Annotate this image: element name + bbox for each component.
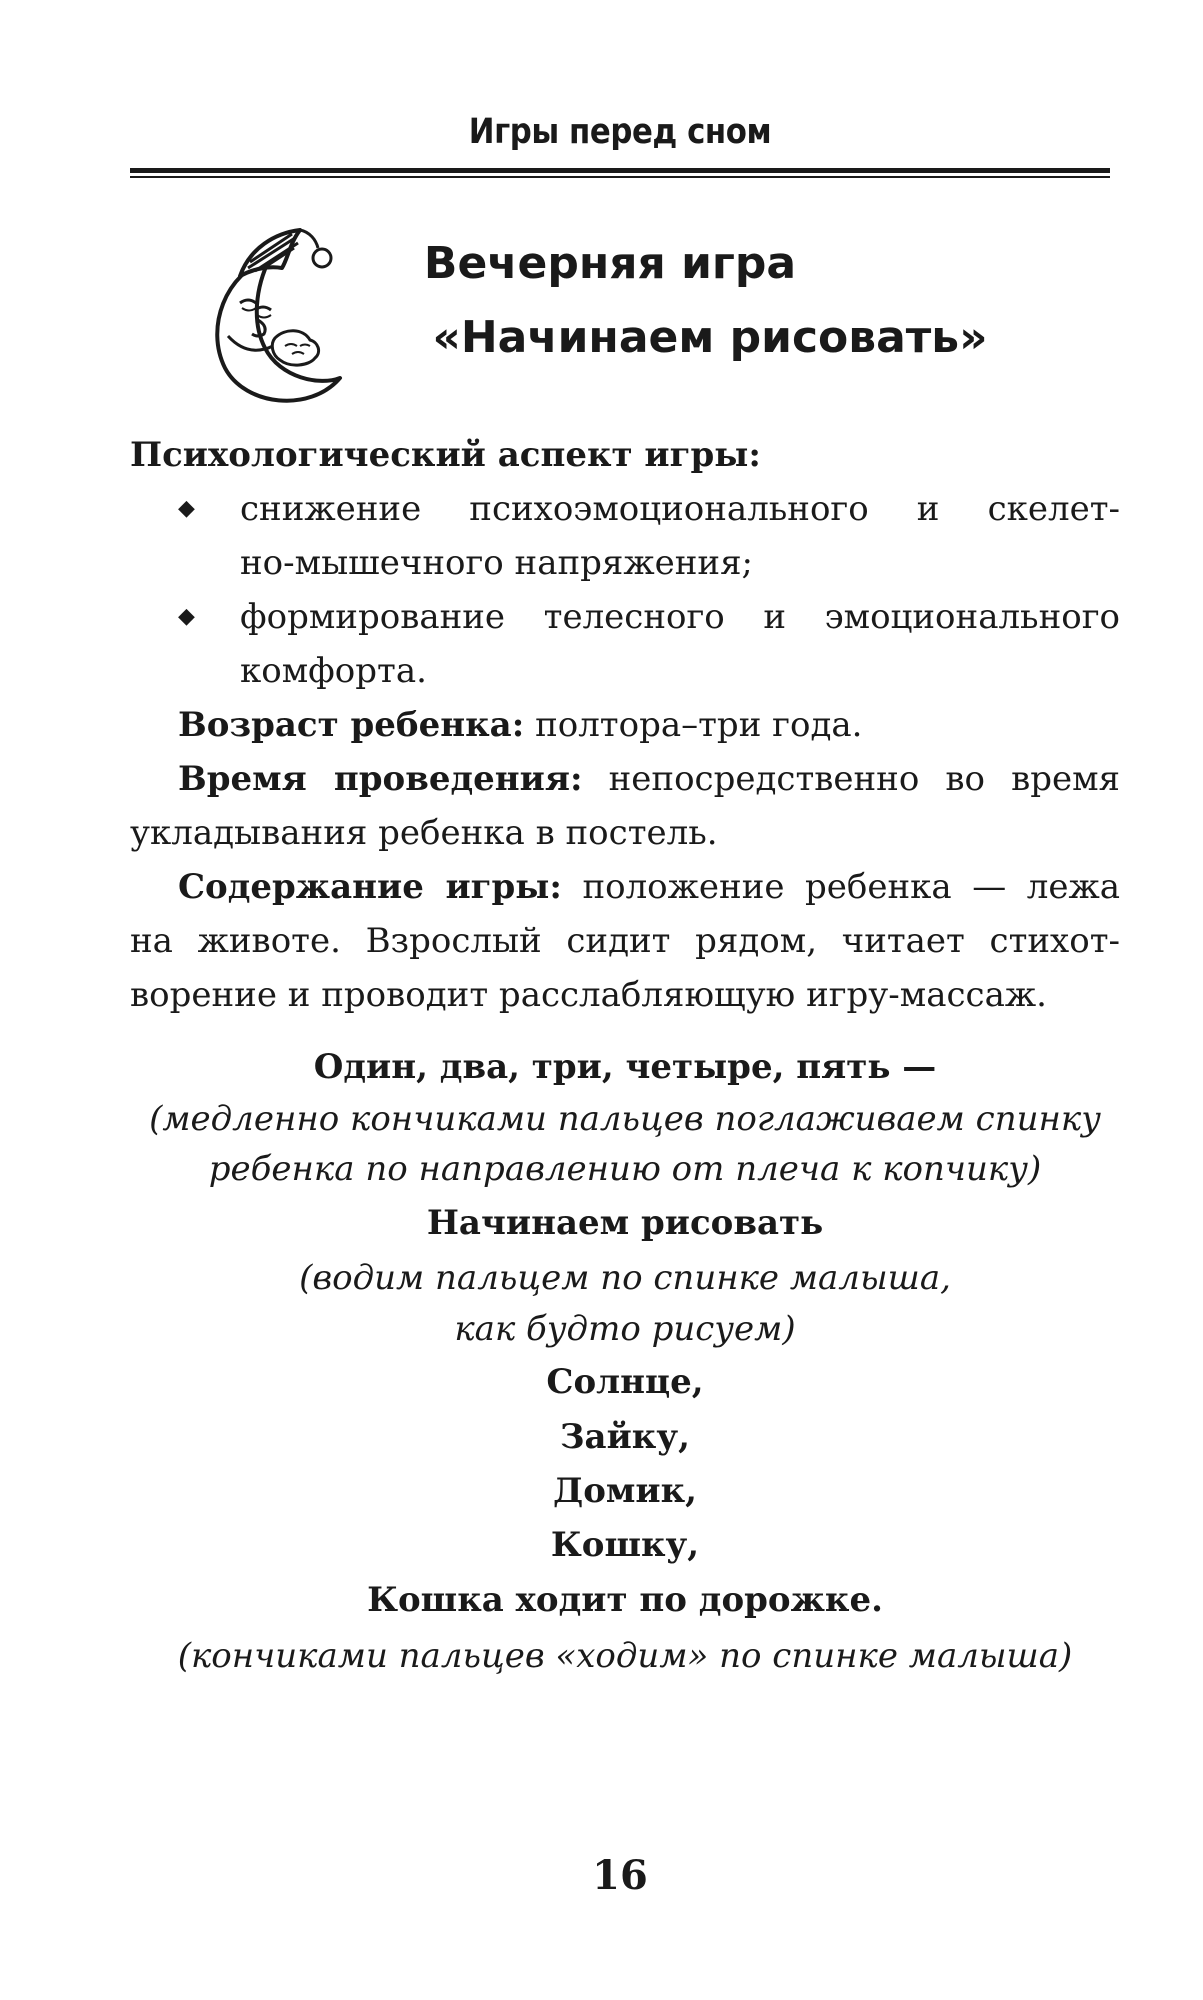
content-value-3: ворение и проводит расслабляющую игру-массаж.	[130, 975, 1047, 1015]
bullet-2-line-1: формирование телесного и эмоционального	[240, 597, 1120, 637]
poem-line: Кошка ходит по дорожке.	[367, 1580, 883, 1620]
diamond-bullet-icon: ◆	[178, 604, 195, 629]
age-value: полтора–три года.	[524, 705, 863, 745]
content-paragraph	[130, 860, 1120, 1022]
poem-line: ребенка по направлению от плеча к копчику)	[208, 1149, 1042, 1189]
body-text	[130, 428, 1120, 1022]
poem-line: (кончиками пальцев «ходим» по спинке малыша)	[177, 1636, 1073, 1676]
poem	[130, 1040, 1120, 1684]
running-head: Игры перед сном	[468, 112, 772, 152]
bullet-item	[130, 482, 1120, 590]
header-rule-thin	[130, 176, 1110, 178]
poem-line: как будто рисуем)	[454, 1309, 796, 1349]
poem-line: Зайку,	[560, 1417, 690, 1457]
time-label: Время проведения:	[178, 759, 583, 799]
content-line-1	[130, 860, 1120, 914]
title-line-1: Вечерняя игра	[423, 238, 797, 289]
time-value-2: укладывания ребенка в постель.	[130, 813, 718, 853]
poem-line: Один, два, три, четыре, пять —	[313, 1047, 937, 1087]
age-paragraph	[130, 698, 1120, 752]
aspect-heading: Психологический аспект игры:	[130, 435, 761, 475]
poem-line: Солнце,	[546, 1362, 704, 1402]
diamond-bullet-icon: ◆	[178, 496, 195, 521]
content-value-1: положение ребенка — лежа	[561, 867, 1120, 907]
page-number: 16	[592, 1852, 648, 1899]
time-value-1: непосредственно во время	[582, 759, 1120, 799]
header-rule-thick	[130, 168, 1110, 173]
age-label: Возраст ребенка:	[178, 705, 525, 745]
bullet-2-line-2: комфорта.	[240, 651, 427, 691]
content-value-2: на животе. Взрослый сидит рядом, читает стихот-	[130, 921, 1120, 961]
poem-line: (медленно кончиками пальцев поглаживаем спинку	[149, 1099, 1101, 1139]
poem-line: Домик,	[552, 1471, 698, 1511]
bullet-item	[130, 590, 1120, 698]
content-label: Содержание игры:	[178, 867, 562, 907]
time-paragraph	[130, 752, 1120, 860]
time-line-1	[130, 752, 1120, 806]
bullet-1-line-1: снижение психоэмоционального и скелет-	[240, 489, 1120, 529]
title-line-2: «Начинаем рисовать»	[432, 312, 988, 363]
poem-line: Начинаем рисовать	[426, 1203, 824, 1243]
bullet-1-line-2: но-мышечного напряжения;	[240, 543, 753, 583]
poem-line: (водим пальцем по спинке малыша,	[299, 1258, 951, 1298]
poem-line: Кошку,	[550, 1525, 700, 1565]
